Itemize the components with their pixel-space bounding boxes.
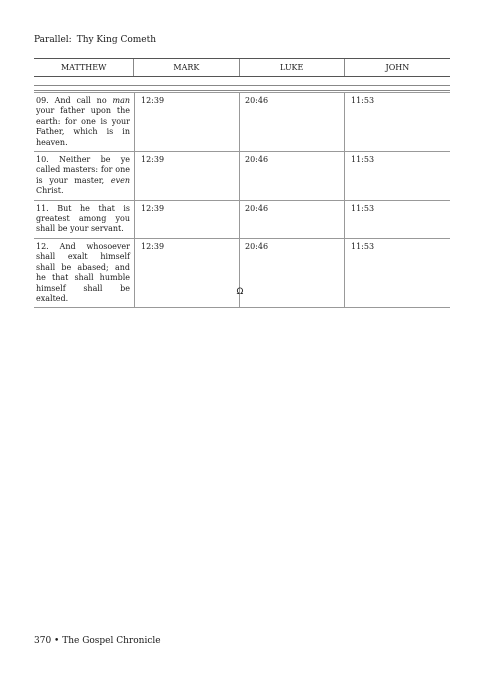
table-row [34,201,450,239]
column-header-mark: MARK [134,59,239,76]
column-header-matthew: MATTHEW [34,59,134,76]
verse-text: man [112,96,130,105]
luke-reference: 20:46 [239,152,344,200]
table-row [34,93,450,152]
matthew-verse [34,239,134,307]
verse-text: 10. Neither be ye called masters: for one is your master, [36,155,130,185]
column-headers [34,58,450,77]
column-header-john: JOHN [385,63,410,72]
page-footer: 370 • The Gospel Chronicle [34,636,161,646]
john-reference: 11:53 [344,201,450,238]
verse-text: 11. But he that is greatest among you shall be your servant. [36,203,130,234]
table-row [34,152,450,201]
luke-reference: 20:46 [239,239,344,307]
verse-text: your father upon the earth: for one is your Father, which is in heaven. [36,106,130,147]
john-reference: 11:53 [344,93,450,151]
parallel-label: Parallel: [34,35,72,45]
verse-text: 09. And call no [36,96,113,105]
john-reference: 11:53 [344,152,450,200]
matthew-verse [34,93,134,151]
luke-reference: 20:46 [239,201,344,238]
table-row [34,239,450,308]
mark-reference: 12:39 [134,152,239,200]
mark-reference: 12:39 [134,201,239,238]
mark-reference: 12:39 [134,239,239,307]
column-header-luke: LUKE [240,59,345,76]
verse-text: even [110,175,130,185]
mark-reference: 12:39 [134,93,239,151]
luke-reference: 20:46 [239,93,344,151]
section-title: Thy King Cometh [76,35,157,45]
header-divider [34,85,450,91]
end-mark: Ω [236,287,244,297]
matthew-verse [34,201,134,238]
parallel-table [34,92,450,308]
matthew-verse [34,152,134,200]
verse-text: Christ. [36,186,64,196]
john-reference: 11:53 [344,239,450,307]
page-header [34,35,156,45]
verse-text: 12. And whosoever shall exalt himself shall be abased; and he that shall humble himself shall be exalted. [36,241,130,303]
